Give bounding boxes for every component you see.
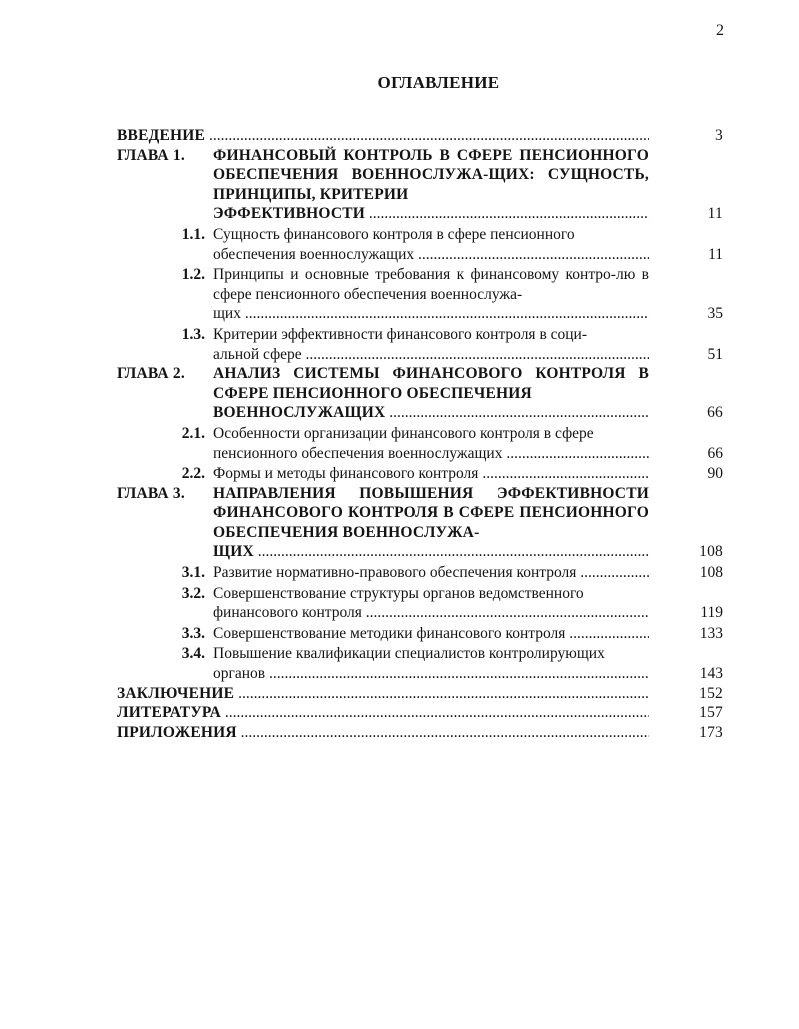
toc-page: 11 bbox=[708, 245, 723, 263]
chapter-label: ГЛАВА 2. bbox=[117, 365, 185, 383]
section-number: 1.1. bbox=[181, 225, 205, 243]
section-title: Сущность финансового контроля в сфере пенсионного bbox=[213, 225, 575, 243]
toc-entry-intro[interactable] bbox=[117, 126, 723, 146]
toc-entry-chapter-1[interactable] bbox=[117, 146, 723, 224]
toc-entry-appendices[interactable] bbox=[117, 723, 723, 743]
toc-page: 152 bbox=[699, 684, 723, 702]
page-title: ОГЛАВЛЕНИЕ bbox=[377, 73, 500, 92]
section-number: 3.2. bbox=[181, 584, 205, 602]
table-of-contents bbox=[117, 126, 723, 742]
section-title-tail: Развитие нормативно-правового обеспечения контроля ..... bbox=[213, 563, 649, 583]
toc-page: 143 bbox=[699, 665, 723, 683]
chapter-title: НАПРАВЛЕНИЯ ПОВЫШЕНИЯ ЭФФЕКТИВНОСТИ ФИНАНСОВОГО КОНТРОЛЯ В СФЕРЕ ПЕНСИОННОГО ОБЕСПЕЧЕНИЯ ВОЕННОСЛУЖА- bbox=[213, 484, 649, 541]
section-title-tail: обеспечения военнослужащих ..... bbox=[213, 245, 649, 265]
toc-page: 133 bbox=[699, 624, 723, 642]
chapter-title-tail: ЭФФЕКТИВНОСТИ ..... bbox=[213, 204, 649, 224]
toc-entry-section-3-3[interactable] bbox=[117, 624, 723, 644]
toc-entry-conclusion[interactable] bbox=[117, 684, 723, 704]
section-title: Критерии эффективности финансового контроля в соци- bbox=[213, 325, 588, 343]
toc-entry-chapter-3[interactable] bbox=[117, 484, 723, 562]
chapter-title: АНАЛИЗ СИСТЕМЫ ФИНАНСОВОГО КОНТРОЛЯ В СФЕРЕ ПЕНСИОННОГО ОБЕСПЕЧЕНИЯ bbox=[213, 365, 649, 402]
section-title-tail: альной сфере ..... bbox=[213, 345, 649, 365]
section-title: Принципы и основные требования к финансовому контро-лю в сфере пенсионного обеспечения военнослужа- bbox=[213, 266, 649, 303]
section-number: 2.2. bbox=[181, 465, 205, 483]
section-title: Особенности организации финансового контроля в сфере bbox=[213, 424, 594, 442]
chapter-title-tail: ЩИХ ..... bbox=[213, 542, 649, 562]
toc-entry-section-2-1[interactable] bbox=[117, 424, 723, 463]
section-title-tail: щих ..... bbox=[213, 304, 649, 324]
toc-page: 157 bbox=[699, 704, 723, 722]
section-title-tail: органов ..... bbox=[213, 664, 649, 684]
toc-entry-section-3-2[interactable] bbox=[117, 584, 723, 623]
section-title: Совершенствование структуры органов ведомственного bbox=[213, 584, 584, 602]
toc-title: ПРИЛОЖЕНИЯ ..... bbox=[117, 723, 649, 743]
toc-entry-section-1-3[interactable] bbox=[117, 325, 723, 364]
toc-entry-section-2-2[interactable] bbox=[117, 464, 723, 484]
toc-entry-section-1-2[interactable] bbox=[117, 265, 723, 324]
section-title-tail: Формы и методы финансового контроля ..... bbox=[213, 464, 649, 484]
section-number: 1.2. bbox=[181, 266, 205, 284]
section-number: 3.1. bbox=[181, 564, 205, 582]
toc-page: 35 bbox=[707, 305, 723, 323]
chapter-title-tail: ВОЕННОСЛУЖАЩИХ ..... bbox=[213, 403, 649, 423]
toc-entry-section-3-4[interactable] bbox=[117, 644, 723, 683]
toc-title: ВВЕДЕНИЕ ..... bbox=[117, 126, 649, 146]
toc-page: 108 bbox=[699, 543, 723, 561]
toc-page: 66 bbox=[707, 444, 723, 462]
toc-entry-chapter-2[interactable] bbox=[117, 364, 723, 423]
toc-entry-section-1-1[interactable] bbox=[117, 225, 723, 264]
section-number: 2.1. bbox=[181, 424, 205, 442]
toc-page: 3 bbox=[715, 127, 723, 144]
toc-title: ЛИТЕРАТУРА ..... bbox=[117, 703, 649, 723]
section-title: Повышение квалификации специалистов контролирующих bbox=[213, 645, 605, 663]
toc-page: 108 bbox=[699, 564, 723, 582]
toc-page: 51 bbox=[707, 345, 723, 363]
toc-page: 90 bbox=[707, 465, 723, 483]
section-title-tail: финансового контроля ..... bbox=[213, 603, 649, 623]
section-number: 1.3. bbox=[181, 325, 205, 343]
section-number: 3.4. bbox=[181, 645, 205, 663]
chapter-label: ГЛАВА 1. bbox=[117, 146, 185, 164]
toc-page: 173 bbox=[699, 723, 723, 741]
chapter-label: ГЛАВА 3. bbox=[117, 484, 185, 502]
toc-title: ЗАКЛЮЧЕНИЕ ..... bbox=[117, 684, 649, 704]
section-title-tail: Совершенствование методики финансового контроля ..... bbox=[213, 624, 649, 644]
chapter-title: ФИНАНСОВЫЙ КОНТРОЛЬ В СФЕРЕ ПЕНСИОННОГО ОБЕСПЕЧЕНИЯ ВОЕННОСЛУЖА-ЩИХ: СУЩНОСТЬ, ПРИНЦИПЫ, КРИТЕРИИ bbox=[213, 146, 649, 203]
page-number: 2 bbox=[716, 22, 724, 39]
toc-entry-literature[interactable] bbox=[117, 703, 723, 723]
toc-page: 119 bbox=[700, 604, 723, 622]
toc-page: 11 bbox=[707, 205, 723, 223]
section-number: 3.3. bbox=[181, 624, 205, 642]
section-title-tail: пенсионного обеспечения военнослужащих ..... bbox=[213, 444, 649, 464]
toc-entry-section-3-1[interactable] bbox=[117, 563, 723, 583]
toc-page: 66 bbox=[707, 404, 723, 422]
